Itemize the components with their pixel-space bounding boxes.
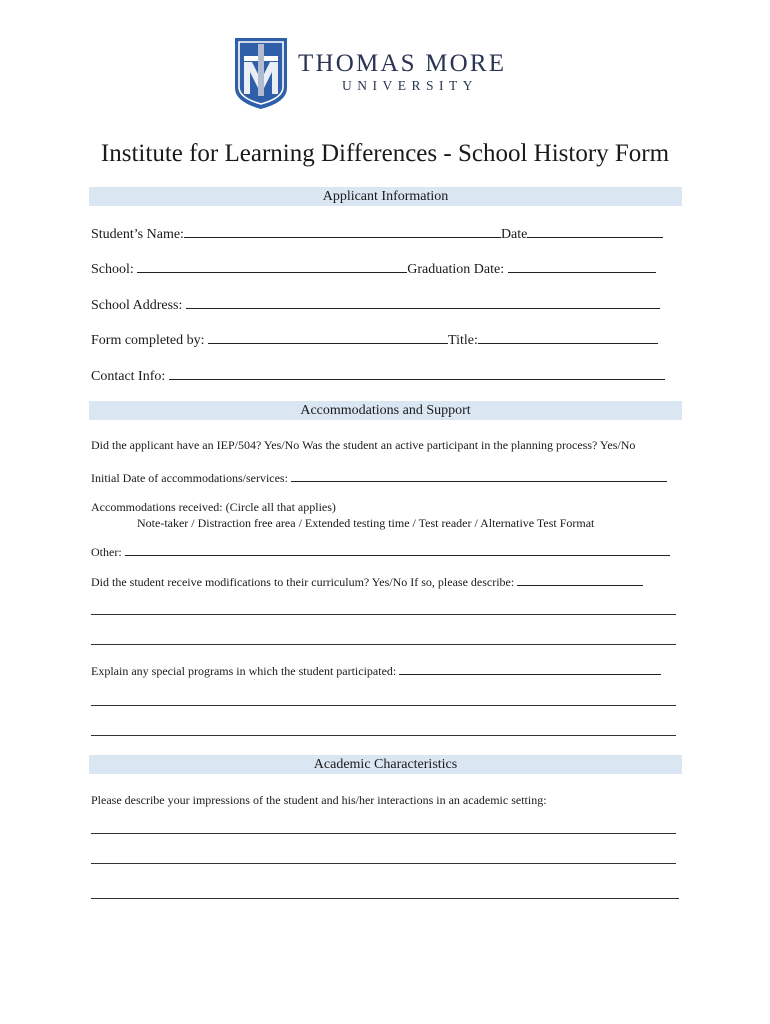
iep-question: Did the applicant have an IEP/504? Yes/No Was the student an active participant in the planning process? Yes/No bbox=[91, 438, 636, 452]
accommodations-received-label: Accommodations received: (Circle all that applies) bbox=[91, 500, 336, 514]
form-completed-label: Form completed by: bbox=[91, 333, 205, 348]
form-completed-field[interactable] bbox=[208, 331, 448, 344]
school-field[interactable] bbox=[137, 260, 407, 273]
school-address-field[interactable] bbox=[186, 296, 660, 309]
title-field[interactable] bbox=[478, 331, 658, 344]
student-name-field[interactable] bbox=[184, 225, 501, 238]
impressions-prompt: Please describe your impressions of the student and his/her interactions in an academic setting: bbox=[91, 793, 547, 807]
section-header-academic: Academic Characteristics bbox=[89, 755, 682, 774]
initial-date-label: Initial Date of accommodations/services: bbox=[91, 471, 288, 485]
graduation-date-label: Graduation Date: bbox=[407, 262, 505, 277]
contact-info-field[interactable] bbox=[169, 367, 665, 380]
initial-date-field[interactable] bbox=[291, 470, 667, 482]
graduation-date-field[interactable] bbox=[508, 260, 656, 273]
impressions-line-3[interactable] bbox=[91, 898, 679, 899]
modifications-row bbox=[91, 574, 643, 590]
other-row bbox=[91, 544, 670, 560]
school-address-label: School Address: bbox=[91, 298, 183, 313]
section-header-applicant: Applicant Information bbox=[89, 187, 682, 206]
contact-info-label: Contact Info: bbox=[91, 369, 166, 384]
student-name-row bbox=[91, 225, 663, 243]
modifications-line-1[interactable] bbox=[91, 614, 676, 615]
special-programs-label: Explain any special programs in which the student participated: bbox=[91, 664, 397, 678]
school-row bbox=[91, 260, 656, 278]
modifications-question: Did the student receive modifications to their curriculum? Yes/No If so, please describe: bbox=[91, 575, 515, 589]
accommodations-options[interactable]: Note-taker / Distraction free area / Extended testing time / Test reader / Alternative Test Format bbox=[137, 516, 595, 530]
page-title: Institute for Learning Differences - School History Form bbox=[100, 140, 670, 167]
student-name-label: Student’s Name: bbox=[91, 227, 184, 242]
logo-wordmark-main: THOMAS MORE bbox=[298, 50, 507, 77]
special-programs-line-1[interactable] bbox=[91, 705, 676, 706]
section-header-accommodations: Accommodations and Support bbox=[89, 401, 682, 420]
title-label: Title: bbox=[448, 333, 478, 348]
modifications-field[interactable] bbox=[517, 574, 643, 586]
date-field[interactable] bbox=[527, 225, 663, 238]
impressions-line-1[interactable] bbox=[91, 833, 676, 834]
date-label: Date bbox=[500, 227, 528, 242]
other-label: Other: bbox=[91, 545, 122, 559]
logo-wordmark-sub: UNIVERSITY bbox=[342, 78, 478, 93]
school-address-row bbox=[91, 296, 660, 314]
other-field[interactable] bbox=[125, 544, 670, 556]
form-completed-row bbox=[91, 331, 658, 349]
initial-date-row bbox=[91, 470, 667, 486]
modifications-line-2[interactable] bbox=[91, 644, 676, 645]
special-programs-field[interactable] bbox=[399, 663, 661, 675]
impressions-line-2[interactable] bbox=[91, 863, 676, 864]
special-programs-row bbox=[91, 663, 661, 679]
school-label: School: bbox=[91, 262, 134, 277]
special-programs-line-2[interactable] bbox=[91, 735, 676, 736]
contact-info-row bbox=[91, 367, 665, 385]
